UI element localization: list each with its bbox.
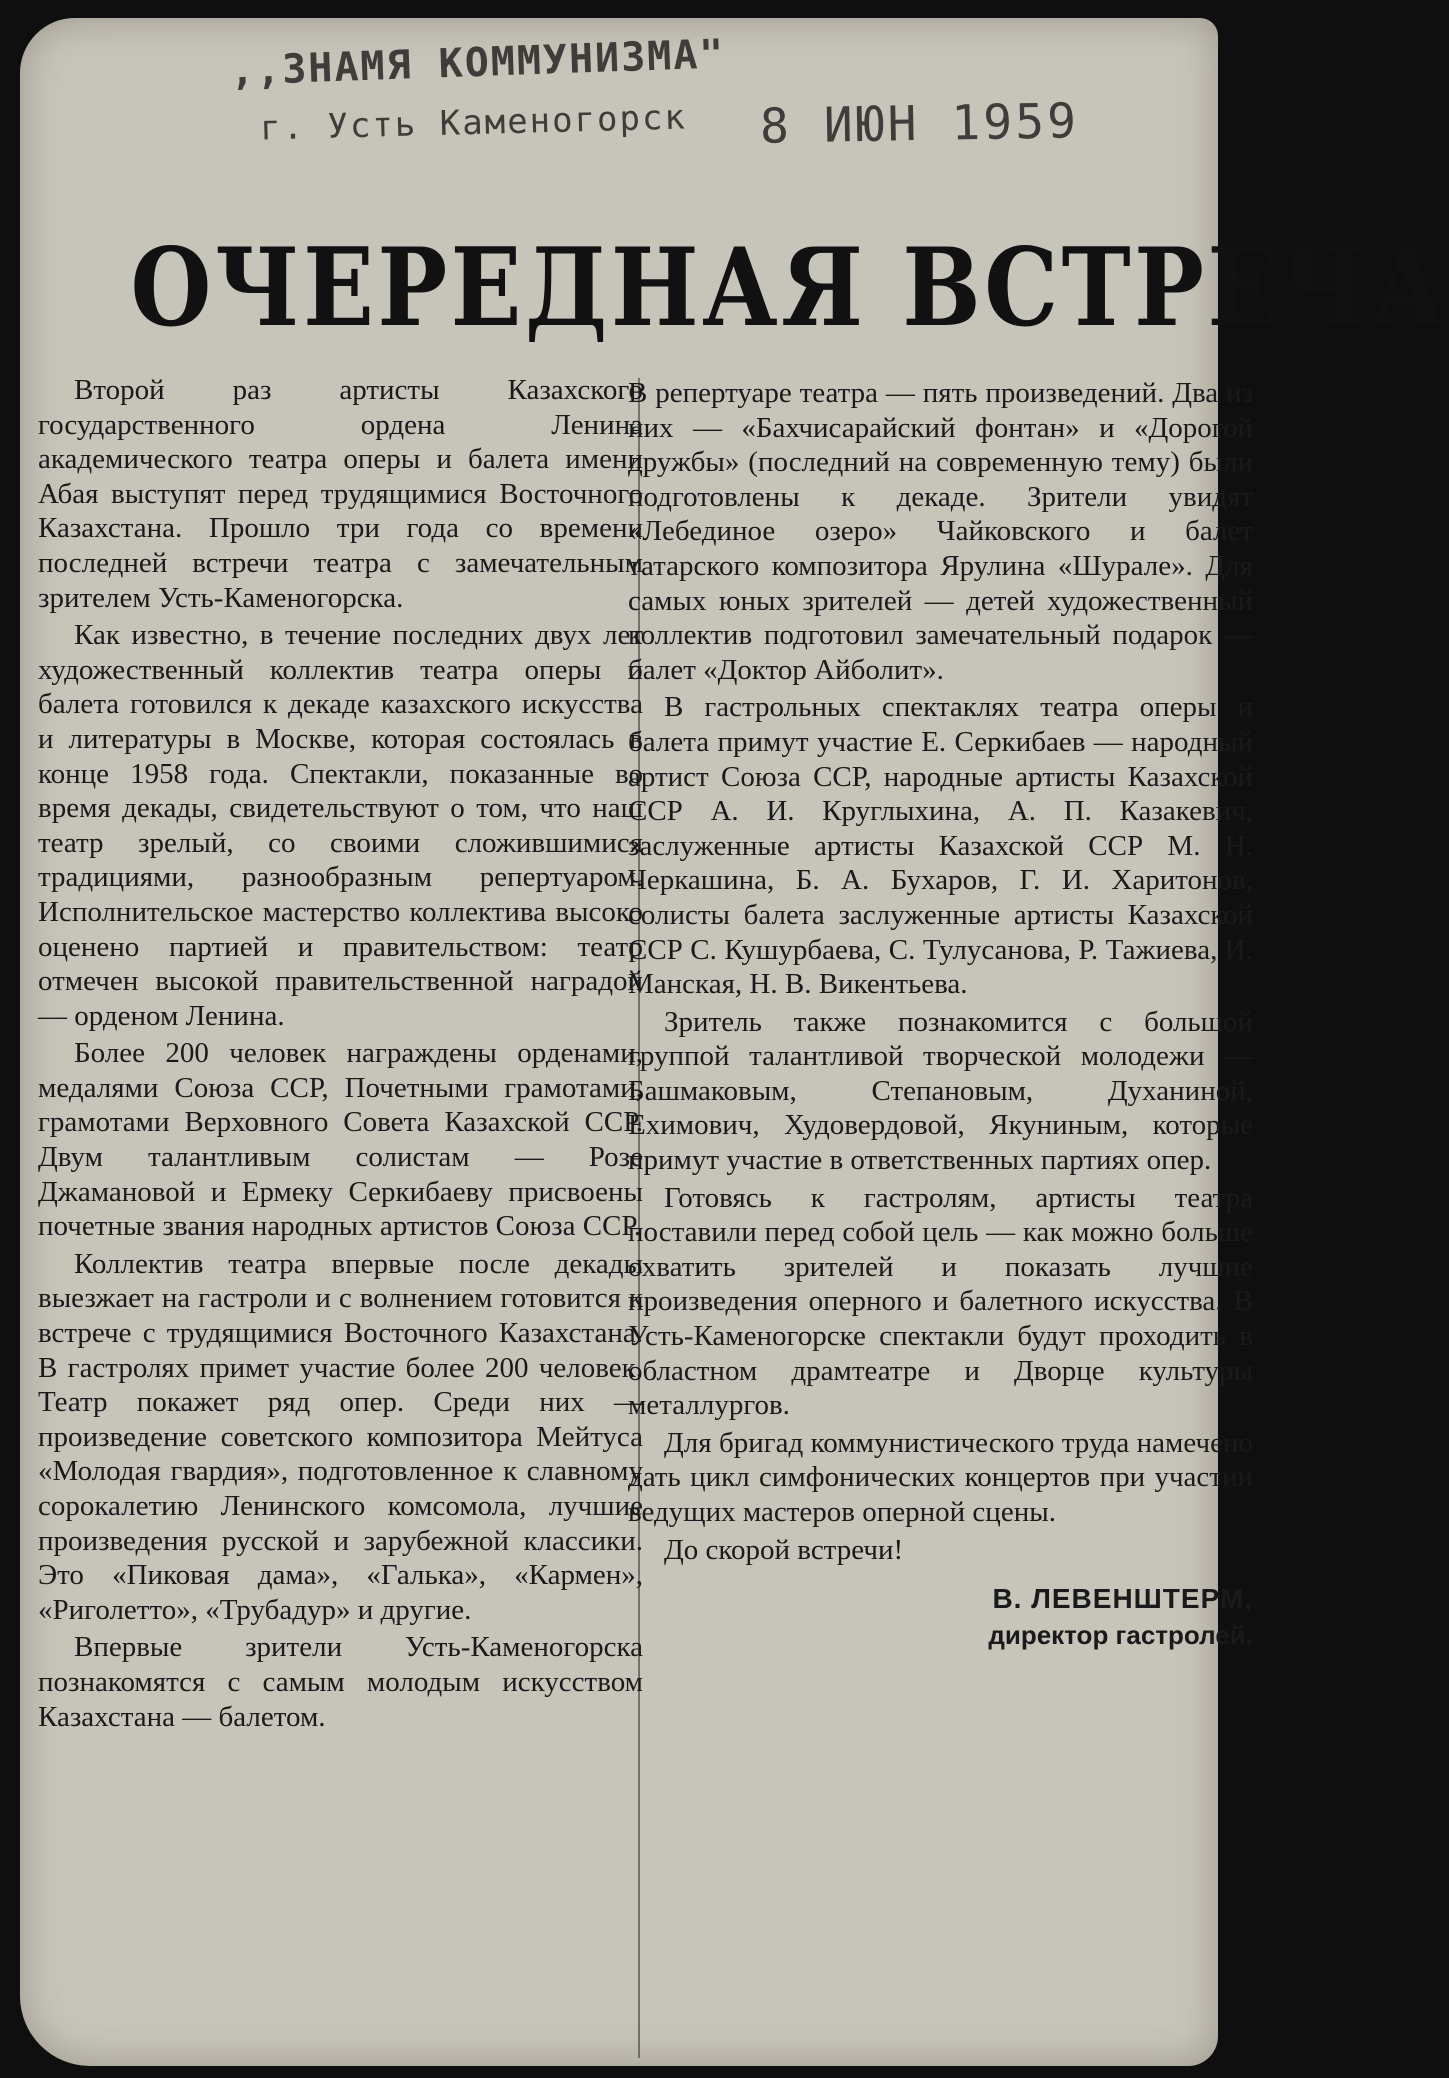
paragraph: Для бригад коммунистического труда намечено дать цикл симфонических концертов при участии ведущих мастеров оперной сцены. (628, 1426, 1253, 1528)
paragraph: Зритель также познакомится с большой группой талантливой творческой молодежи — Башмаковым, Степановым, Духаниной, Ехимович, Худовердовой, Якуниным, которые примут участие в ответственных партиях опер. (628, 1005, 1253, 1177)
city-stamp: г. Усть Каменогорск (259, 97, 688, 149)
paragraph: Второй раз артисты Казахского государственного ордена Ленина академического театра оперы и балета имени Абая выступят перед трудящимися Восточного Казахстана. Прошло три года со времени последней встречи театра с замечательным зрителем Усть-Каменогорска. (38, 374, 643, 614)
date-stamp: 8 ИЮН 1959 (759, 93, 1080, 155)
paragraph: Впервые зрители Усть-Каменогорска познакомятся с самым молодым искусством Казахстана — балетом. (38, 1631, 643, 1733)
paragraph: Готовясь к гастролям, артисты театра поставили перед собой цель — как можно больше охватить зрителей и показать лучшие произведения оперного и балетного искусства. В Усть-Каменогорске спектакли будут проходить в областном драмтеатре и Дворце культуры металлургов. (628, 1181, 1253, 1422)
author-role: директор гастролей. (988, 1620, 1253, 1651)
article-column-left (38, 373, 643, 1737)
paragraph: В гастрольных спектаклях театра оперы и балета примут участие Е. Серкибаев — народный артист Союза ССР, народные артисты Казахской ССР А. И. Круглыхина, А. П. Казакевич, заслуженные артисты Казахской ССР М. Н. Черкашина, Б. А. Бухаров, Г. И. Харитонов, солисты балета заслуженные артисты Казахской ССР С. Кушурбаева, С. Тулусанова, Р. Тажиева, И. Манская, Н. В. Викентьева. (628, 691, 1253, 1001)
newspaper-name-stamp: ,,ЗНАМЯ КОММУНИЗМА" (229, 31, 727, 95)
article-headline: ОЧЕРЕДНАЯ ВСТРЕЧА (130, 225, 1449, 351)
author-signature (628, 1581, 1253, 1653)
paragraph: В репертуаре театра — пять произведений. Два из них — «Бахчисарайский фонтан» и «Дорогой дружбы» (последний на современную тему) были подготовлены к декаде. Зрители увидят «Лебединое озеро» Чайковского и балет татарского композитора Ярулина «Шурале». Для самых юных зрителей — детей художественный коллектив подготовил замечательный подарок — балет «Доктор Айболит». (628, 377, 1253, 686)
article-column-right (628, 376, 1253, 1653)
author-name: В. ЛЕВЕНШТЕРМ, (992, 1583, 1253, 1615)
paragraph: До скорой встречи! (664, 1533, 904, 1566)
paragraph: Более 200 человек награждены орденами, медалями Союза ССР, Почетными грамотами, грамотами Верховного Совета Казахской ССР. Двум талантливым солистам — Розе Джамановой и Ермеку Серкибаеву присвоены почетные звания народных артистов Союза ССР. (38, 1037, 643, 1243)
newspaper-clipping (20, 18, 1449, 2066)
paragraph: Коллектив театра впервые после декады выезжает на гастроли и с волнением готовится к встрече с трудящимися Восточного Казахстана. В гастролях примет участие более 200 человек. Театр покажет ряд опер. Среди них — произведение советского композитора Мейтуса «Молодая гвардия», подготовленное к славному сорокалетию Ленинского комсомола, лучшие произведения русской и зарубежной классики. Это «Пиковая дама», «Галька», «Кармен», «Риголетто», «Трубадур» и другие. (38, 1247, 643, 1626)
paragraph: Как известно, в течение последних двух лет художественный коллектив театра оперы и балета готовился к декаде казахского искусства и литературы в Москве, которая состоялась в конце 1958 года. Спектакли, показанные во время декады, свидетельствуют о том, что наш театр зрелый, со своими сложившимися традициями, разнообразным репертуаром. Исполнительское мастерство коллектива высоко оценено партией и правительством: театр отмечен высокой правительственной наградой — орденом Ленина. (38, 619, 643, 1032)
